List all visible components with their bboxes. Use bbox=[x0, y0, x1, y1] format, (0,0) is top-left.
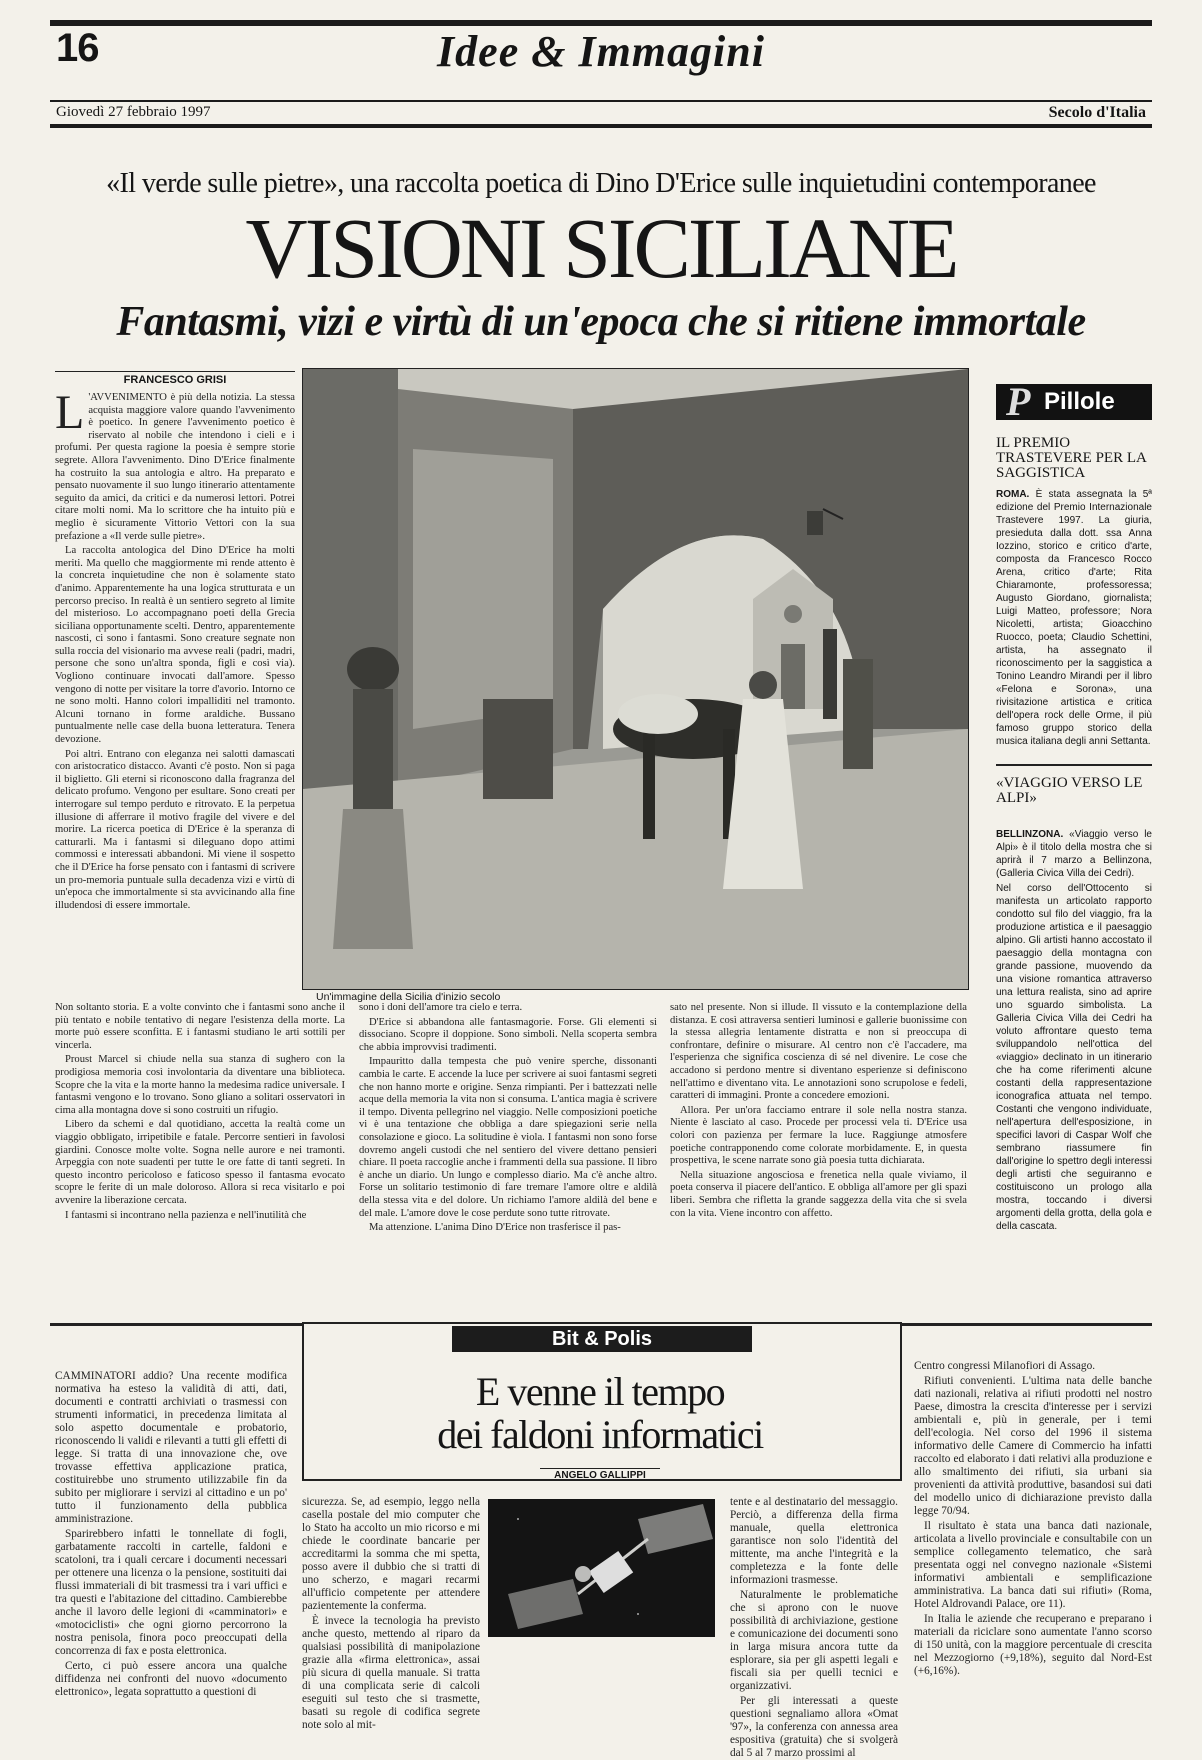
article-byline: FRANCESCO GRISI bbox=[55, 371, 295, 386]
article-column-1 bbox=[55, 386, 295, 987]
article-kicker: «Il verde sulle pietre», una raccolta poetica di Dino D'Erice sulle inquietudini contemporanee bbox=[106, 168, 1096, 199]
article-column-3 bbox=[359, 1002, 657, 1302]
paragraph: Sparirebbero infatti le tonnellate di fogli, garbatamente raccolti in cartelle, faldoni e scatoloni, tra i quali cercare i documenti necessari per ottenere una licenza o la pensione, sostituiti dai flussi immateriali di bit trasmessi tra i vari uffici e tra questi e l'abitazione del cittadino. Cambierebbe anche il lavoro delle legioni di «camminatori» e «motociclisti» che ogni giorno percorrono la nostra penisola, finora poco preoccupati della concorrenza di fax e posta elettronica. bbox=[55, 1528, 287, 1657]
paragraph: Certo, ci può essere ancora una qualche diffidenza nei confronti del nuovo «documento elettronico», legata soprattutto a questioni di bbox=[55, 1660, 287, 1698]
masthead-mid-rule bbox=[50, 100, 1152, 102]
photo-caption: Un'immagine della Sicilia d'inizio secolo bbox=[316, 991, 501, 1003]
sidebar-item-1-body bbox=[996, 488, 1152, 758]
paragraph: CAMMINATORI addio? Una recente modifica normativa ha esteso la validità di atti, dati, documenti e contratti archiviati o trasmessi con strumenti informatici, in precedenza limitata al solo aspetto documentale e probatorio, riconoscendo li validi e rilevanti a tutti gli effetti di legge. Si tratta di una innovazione che, ove trovasse effettiva applicazione pratica, costituirebbe uno strumento utilizzabile fin da subito per migliorare i servizi al cittadino e un po' tutto il funzionamento della pubblica amministrazione. bbox=[55, 1370, 287, 1525]
article2-column-2 bbox=[302, 1496, 480, 1746]
paragraph: Proust Marcel si chiude nella sua stanza di sughero con la prodigiosa memoria così involontaria da diventare una biblioteca. Scopre che la vita e la morte hanno la medesima radice universale. I fantasmi vengono e lo trovano. Sono gliano a solitari osservatori in cima alla montagna dove si sono costruiti un rifugio. bbox=[55, 1054, 345, 1116]
dateline: BELLINZONA. bbox=[996, 829, 1064, 840]
paragraph: Libero da schemi e dal quotidiano, accetta la realtà come un viaggio obbligato, irripetibile e fatale. Percorre sentieri in favolosi giardini. Conosce molte volte. Sogna nelle aurore e nei tramonti. Arpeggia con note suadenti per tutte le ore fatte di tanti segreti. In questo incontro pericoloso e faticoso spesso il fantasma evocato scopre le ferite di un male doloroso. Allora si reca visitarlo e poi avvenire la liberazione cercata. bbox=[55, 1119, 345, 1206]
pillole-initial-icon: P bbox=[1006, 379, 1031, 424]
article-column-4 bbox=[670, 1002, 967, 1302]
paragraph: Ma attenzione. L'anima Dino D'Erice non trasferisce il pas- bbox=[369, 1222, 621, 1234]
article2-byline: ANGELO GALLIPPI bbox=[540, 1468, 660, 1481]
article2-column-4 bbox=[914, 1360, 1152, 1746]
paragraph: sato nel presente. Non si illude. Il vissuto e la contemplazione della distanza. E così attraversa sentieri luminosi e gallerie buonissime con la stessa allegria lentamente distratta e non si preoccupa di confrontare, definire o misurare. Al centro non c'è l'accadere, ma l'esperienza che significa coscienza di sé nel divenire. Le cose che accadono si perdono mentre si diventano esperienze si definiscono nell'attimo e diventano vita. Le annotazioni sono scrupolose e fedeli, caratteri di immagini. Pronte a concedere emozioni. bbox=[670, 1002, 967, 1102]
article2-headline bbox=[302, 1370, 898, 1456]
masthead-bottom-rule bbox=[50, 124, 1152, 128]
pillole-text: Pillole bbox=[1044, 388, 1115, 415]
sidebar-divider bbox=[996, 764, 1152, 766]
paragraph: «Viaggio verso le Alpi» è il titolo della mostra che si aprirà il 7 marzo a Bellinzona, (Galleria Civica Villa dei Cedri). bbox=[996, 829, 1152, 879]
headline-line: E venne il tempo bbox=[475, 1369, 725, 1414]
article2-column-3 bbox=[730, 1496, 898, 1759]
satellite-photo bbox=[488, 1499, 715, 1637]
paragraph: Il risultato è stata una banca dati nazionale, articolata a livello provinciale e consultabile con un semplice collegamento telematico, che sarà presentata oggi nel convegno nazionale «Sistemi informativi ambientali e semplificazione amministrativa. La banca dati sui rifiuti» (Roma, Hotel Aldrovandi Palace, ore 11). bbox=[914, 1520, 1152, 1610]
pillole-label bbox=[996, 379, 1152, 424]
paper-name: Secolo d'Italia bbox=[1048, 104, 1146, 121]
paragraph: sicurezza. Se, ad esempio, leggo nella casella postale del mio computer che lo Stato ha accolto un mio ricorso e mi chiede le coordinate bancarie per accreditarmi la somma che mi spetta, posso avere il dubbio che si tratti di uno scherzo, e magari recarmi all'ufficio competente per attendere pazientemente la conferma. bbox=[302, 1496, 480, 1612]
paragraph: D'Erice si abbandona alle fantasmagorie. Forse. Gli elementi si dissociano. Scopre il doppione. Sono simboli. Nella scoperta sembra che abbia improvvisi tradimenti. bbox=[359, 1016, 657, 1053]
paragraph: I fantasmi si incontrano nella pazienza e nell'inutilità che bbox=[65, 1209, 307, 1221]
article2-column-1 bbox=[55, 1370, 287, 1745]
dateline: ROMA. bbox=[996, 489, 1030, 500]
paragraph: 'AVVENIMENTO è più della notizia. La stessa acquista maggiore valore quando l'avvenimento è poetico. In genere l'avvenimento poetico è riservato al nobile che intendono i cieli e i profumi. Per questa ragione la poesia è sempre storie segrete. Allora l'avvenimento. Dino D'Erice finalmente ha costruito la sua antologia e altro. Ha preparato e pensato nuovamente il suo lungo itinerario attentamente seguito da amici, da critici e da numerosi lettori. Potrei citare molti nomi. Ma lo scrittore che ha intuito più e meglio è sicuramente Vittorio Vettori con la sua prefazione a «Il verde sulle pietre». bbox=[55, 392, 295, 542]
paragraph: Naturalmente le problematiche che si aprono con le nuove possibilità di archiviazione, gestione e comunicazione dei documenti sono in larga misura ancora tutte da esplorare, sia per gli aspetti legali e fiscali sia per quelli tecnici e organizzativi. bbox=[730, 1589, 898, 1692]
paragraph: Poi altri. Entrano con eleganza nei salotti damascati con aristocratico distacco. Avanti c'è posto. Non si paga il biglietto. Gli eterni si riconoscono dalla fragranza del delicato profumo. Vengono per esultare. Sono creati per interrogare sul tempo perduto e ritrovato. E la perpetua illusione di afferrare il motivo fragile del vivere e del morire. La ricerca poetica di D'Erice è la speranza di catturarli. Ma i fantasmi si dileguano dopo attimi commossi e interessati abbandoni. Mi viene il sospetto che il D'Erice ha forse pensato con i fantasmi di scrivere un pro-memoria puntuale sulla decadenza vizi e virtù di un'epoca che immortalmente si sta avvicinando alla fine illudendosi di essere immortale. bbox=[55, 748, 295, 911]
paragraph: Per gli interessati a queste questioni segnaliamo allora «Omat '97», la conferenza con annessa area espositiva (gratuita) che si svolgerà dal 5 al 7 marzo prossimi al bbox=[730, 1695, 898, 1759]
paragraph: Impauritto dalla tempesta che può venire sperche, dissonanti cambia le carte. E accende la luce per scrivere ai suoi fantasmi segreti che non hanno morte e origine. Senza rimpianti. Per i battezzati nelle acque della memoria la vita non si consuma. L'antica magia è scrivere il tempo. Diventa pellegrino nel viaggio. Nelle composizioni poetiche vi è una tentazione che obbliga a dare spiegazioni serie nella consolazione e gioco. La solitudine è viola. I fantasmi non sono forse dovremo angeli custodi che nel sentiero del vivere dettano pensieri chiare. Il poeta raccoglie anche i frammenti della sua passione. Il libro è anche un diario. Un lungo e complesso diario. Ma c'è anche altro. Forse un solitario testimonio di fare tremare l'amore oltre e aldilà della stessa vita e del dolore. Un richiamo l'amore aldilà del bene e del male. L'amore dove le cose perdute sono tutte ritrovate. bbox=[359, 1056, 657, 1219]
section-title: Idee & Immagini bbox=[437, 27, 765, 76]
sidebar-item-2-body bbox=[996, 828, 1152, 1296]
paragraph: Nella situazione angosciosa e frenetica nella quale viviamo, il poeta conserva il piacere dell'antico. E obbliga all'amore per gli spazi liberi. Sembra che rifletta la grande saggezza della vita che si svela con la vita. Viene incontro con affetto. bbox=[670, 1169, 967, 1219]
article-headline: VISIONI SICILIANE bbox=[245, 200, 957, 296]
page-number: 16 bbox=[56, 26, 99, 70]
headline-line: dei faldoni informatici bbox=[437, 1412, 763, 1457]
paragraph: È invece la tecnologia ha previsto anche questo, mettendo al riparo da qualsiasi possibilità di manipolazione grazie alla «firma elettronica», assai più sicura di quella manuale. Si tratta di una complicata serie di calcoli eseguiti sul testo che si trasmette, basati su regole di codifica segrete note solo al mit- bbox=[302, 1615, 480, 1731]
drop-cap: L bbox=[55, 386, 85, 439]
paragraph: Nel corso dell'Ottocento si manifesta un articolato rapporto condotto sul filo del viaggio, fra la produzione artistica e il paesaggio alpino. Gli artisti hanno accostato il paesaggio della montagna con grande passione, muovendo da una visione romantica attraverso una lettura realista, sino ad aprire uno sguardo simbolista. La Galleria Civica Villa dei Cedri ha voluto affrontare questo tema sviluppandolo nell'ottica del «viaggio» declinato in un itinerario che ha come riferimenti alcune costanti della rappresentazione iconografica attuata nel tempo. Costanti che vengono individuate, nell'apertura dell'esposizione, in specifici lavori di Caspar Wolf che sembrano riassumere fin dall'origine lo spettro degli interessi degli artisti che seguiranno e costituiscono un prologo alla mostra, toccando i diversi argomenti della grotta, della gola e della cascata. bbox=[996, 883, 1152, 1232]
article-subhead: Fantasmi, vizi e virtù di un'epoca che si ritiene immortale bbox=[116, 299, 1086, 345]
paragraph: Rifiuti convenienti. L'ultima nata delle banche dati nazionali, relativa ai rifiuti prodotti nel nostro Paese, dimostra la crescita d'interesse per i servizi ambientali e, più in generale, per i temi dell'ecologia. Nel corso del 1996 il sistema informativo delle Camere di Commercio ha infatti raccolto ed elaborato i dati relativi alla produzione e allo smaltimento dei rifiuti, sia urbani sia provenienti da attività produttive, basandosi sui dati del modello unico di dichiarazione previsto dalla legge 70/94. bbox=[914, 1375, 1152, 1517]
paragraph: La raccolta antologica del Dino D'Erice ha molti meriti. Ma quello che maggiormente mi rende attento è la concreta inquietudine che non è solamente stato d'animo. Apparentemente ha una logica strutturata e un percorso preciso. In realtà è un sentiero segreto al limite del misterioso. Lo accompagnano poeti della Grecia siciliana opportunamente scelti. Dentro, apparentemente nascosti, ci sono i fantasmi. Sono creature segnate non sulla roccia del visionario ma avvese reali (padri, madri, persone che sono un'altra sponda, figli e così via). Vogliono continuare invocati dall'amore. Spesso vengono di notte per visitare la torre d'avorio. Intorno ce ne sono molti. Hanno colori impalliditi nel tramonto. Alcuni tornano in forme araldiche. Bussano puntualmente nelle case della buona letteratura. Tenera devozione. bbox=[55, 545, 295, 746]
paragraph: Centro congressi Milanofiori di Assago. bbox=[914, 1360, 1096, 1372]
paragraph: In Italia le aziende che recuperano e preparano i materiali da riciclare sono aumentate l'anno scorso di 150 unità, con la maggiore percentuale di crescita nel Mezzogiorno (+9,18%), seguito dal Nord-Est (+6,16%). bbox=[914, 1613, 1152, 1677]
historic-sicily-photo bbox=[302, 368, 969, 990]
paragraph: È stata assegnata la 5ª edizione del Premio Internazionale Trastevere 1997. La giuria, presieduta dalla dott. ssa Anna Iozzino, storico e critico d'arte, composta da Francesco Rocco Arena, critico d'arte; Rita Chiaramonte, professoressa; Augusto Giordano, giornalista; Luigi Matteo, professore; Nora Nicoletti, artista; Gioacchino Ruocco, poeta; Claudio Schettini, artista, ha assegnato il riconoscimento per la saggistica a Tonino Leandro Mirandi per il libro «Felona e Sorona», una rivisitazione artistica e critica dell'opera rock delle Orme, il più famoso gruppo storico della musica italiana degli anni Settanta. bbox=[996, 489, 1153, 747]
paragraph: Allora. Per un'ora facciamo entrare il sole nella nostra stanza. Niente è lasciato al caso. Procede per processi vela ti. D'Erice usa colori con pazienza per fermare la luce. Raggiunge atmosfere poetiche contrapponendo come colorate morbidamente. E, in questa prospettiva, le scene narrate sono già poesia tutta dichiarata. bbox=[670, 1104, 967, 1167]
article-column-2 bbox=[55, 1002, 345, 1302]
paragraph: sono i doni dell'amore tra cielo e terra. bbox=[359, 1002, 523, 1013]
paragraph: Non soltanto storia. E a volte convinto che i fantasmi sono anche il più tentato e nobile tentativo di negare l'esistenza della morte. La morte può essere sconfitta. E i fantasmi studiano le arti sottili per vincerla. bbox=[55, 1002, 345, 1051]
paragraph: tente e al destinatario del messaggio. Perciò, a differenza della firma manuale, quella elettronica garantisce non solo l'identità del mittente, ma anche l'integrità e la completezza e la fonte delle informazioni trasmesse. bbox=[730, 1496, 898, 1586]
sidebar-item-1-title: IL PREMIO TRASTEVERE PER LA SAGGISTICA bbox=[996, 435, 1147, 481]
sidebar-item-2-title: «VIAGGIO VERSO LE ALPI» bbox=[996, 775, 1143, 806]
issue-date: Giovedì 27 febbraio 1997 bbox=[56, 104, 211, 120]
bit-polis-band: Bit & Polis bbox=[452, 1326, 752, 1352]
